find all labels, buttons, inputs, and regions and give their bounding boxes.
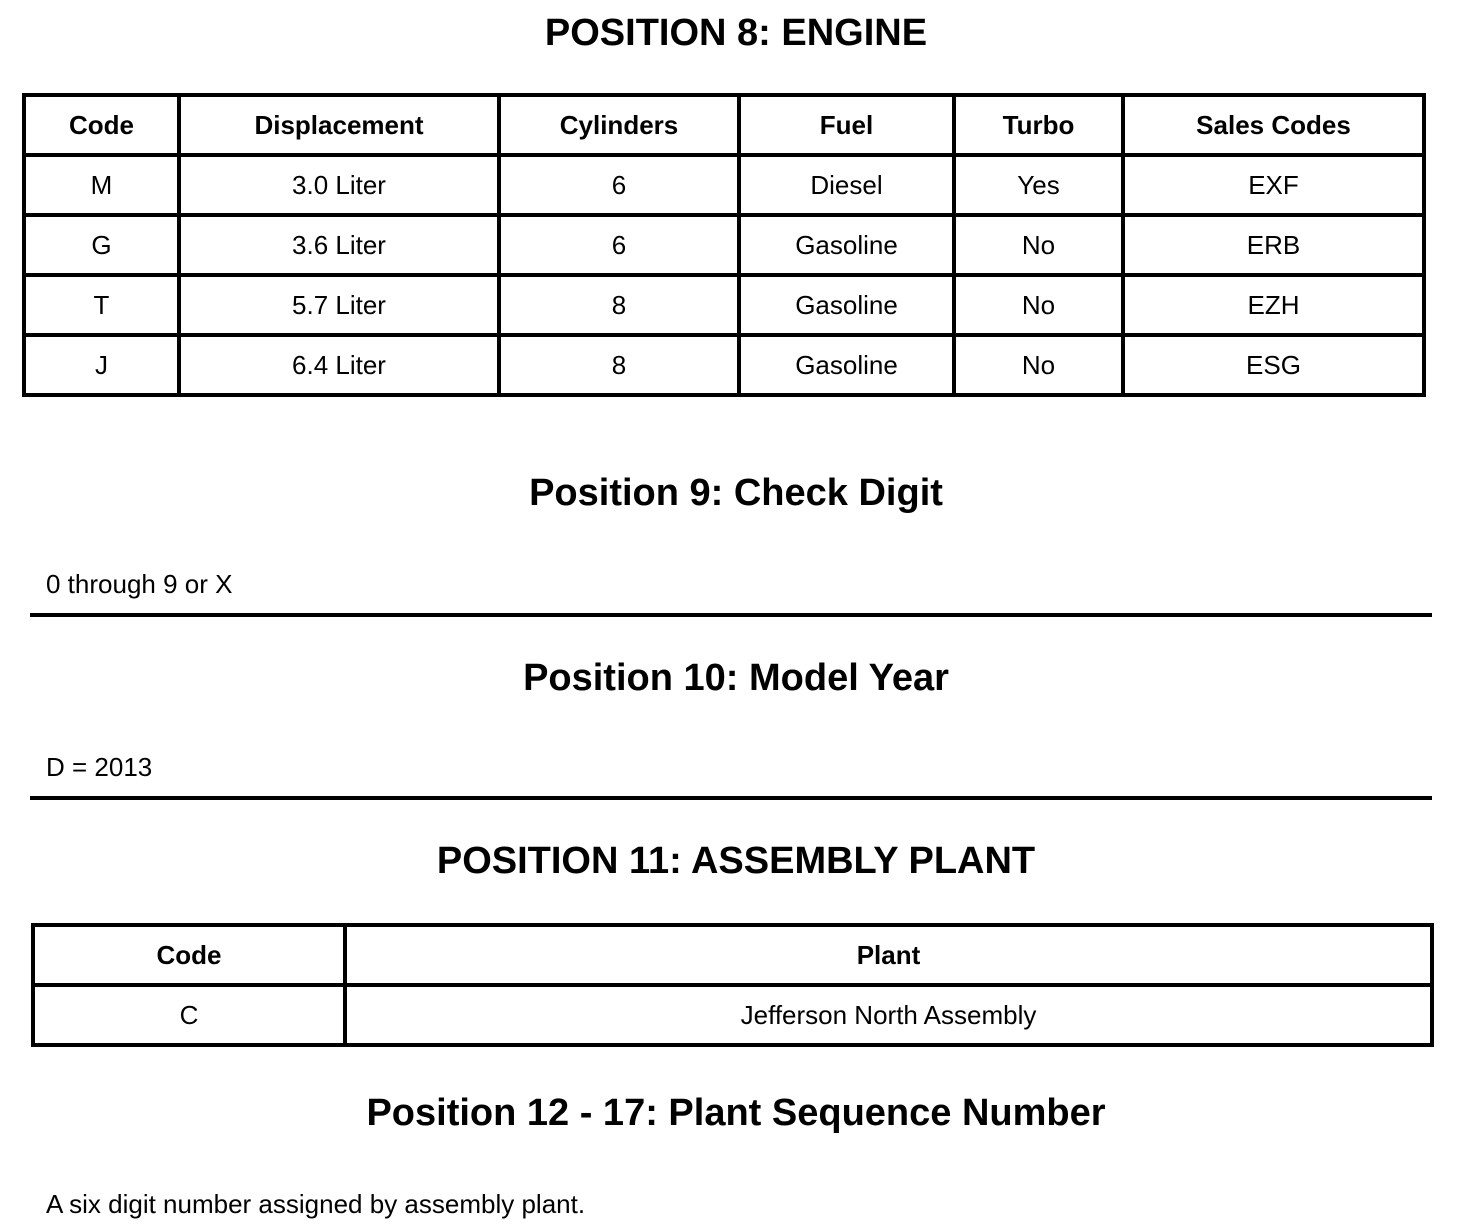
table-row [24, 335, 1424, 395]
cell-turbo: Yes [954, 155, 1123, 215]
table-row [24, 215, 1424, 275]
cell-code: T [24, 275, 179, 335]
cell-code: C [33, 985, 345, 1045]
column-header-fuel: Fuel [739, 95, 954, 155]
cell-sales-code: EXF [1123, 155, 1424, 215]
column-header-code: Code [33, 925, 345, 985]
cell-code: J [24, 335, 179, 395]
position-8-heading: POSITION 8: ENGINE [544, 12, 928, 54]
cell-sales-code: ESG [1123, 335, 1424, 395]
plant-sequence-text: A six digit number assigned by assembly plant. [46, 1189, 586, 1219]
position-11-heading: POSITION 11: ASSEMBLY PLANT [436, 840, 1036, 882]
cell-code: M [24, 155, 179, 215]
table-header-row [24, 95, 1424, 155]
cell-turbo: No [954, 335, 1123, 395]
column-header-turbo: Turbo [954, 95, 1123, 155]
cell-code: G [24, 215, 179, 275]
cell-cylinders: 8 [499, 335, 739, 395]
cell-cylinders: 8 [499, 275, 739, 335]
cell-fuel: Diesel [739, 155, 954, 215]
column-header-plant: Plant [345, 925, 1432, 985]
cell-displacement: 3.6 Liter [179, 215, 499, 275]
cell-fuel: Gasoline [739, 335, 954, 395]
column-header-displacement: Displacement [179, 95, 499, 155]
column-header-cylinders: Cylinders [499, 95, 739, 155]
position-10-heading: Position 10: Model Year [523, 657, 949, 699]
check-digit-text: 0 through 9 or X [46, 569, 233, 599]
table-row [24, 155, 1424, 215]
table-row [33, 985, 1432, 1045]
table-header-row [33, 925, 1432, 985]
section-divider [30, 613, 1432, 617]
position-12-17-heading: Position 12 - 17: Plant Sequence Number [366, 1092, 1106, 1134]
cell-displacement: 5.7 Liter [179, 275, 499, 335]
cell-sales-code: ERB [1123, 215, 1424, 275]
section-divider [30, 796, 1432, 800]
engine-table [22, 93, 1426, 397]
position-9-heading: Position 9: Check Digit [529, 472, 943, 514]
column-header-code: Code [24, 95, 179, 155]
cell-displacement: 3.0 Liter [179, 155, 499, 215]
cell-fuel: Gasoline [739, 275, 954, 335]
model-year-text: D = 2013 [46, 752, 153, 782]
cell-turbo: No [954, 275, 1123, 335]
assembly-plant-table [31, 923, 1434, 1047]
cell-cylinders: 6 [499, 215, 739, 275]
cell-plant: Jefferson North Assembly [345, 985, 1432, 1045]
cell-fuel: Gasoline [739, 215, 954, 275]
cell-displacement: 6.4 Liter [179, 335, 499, 395]
column-header-sales-codes: Sales Codes [1123, 95, 1424, 155]
cell-turbo: No [954, 215, 1123, 275]
cell-cylinders: 6 [499, 155, 739, 215]
table-row [24, 275, 1424, 335]
cell-sales-code: EZH [1123, 275, 1424, 335]
